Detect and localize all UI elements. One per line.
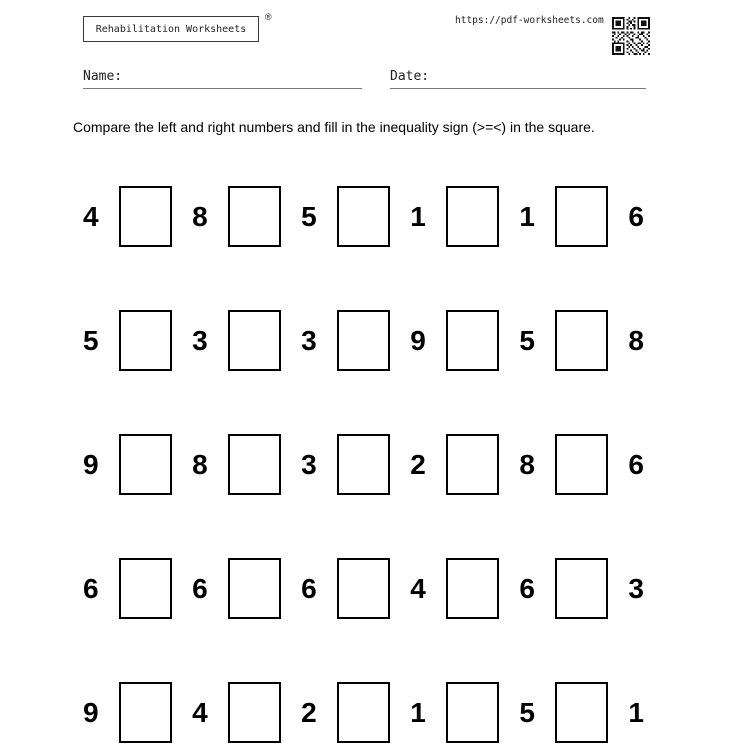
worksheet-row <box>83 310 644 371</box>
compare-number: 3 <box>628 572 644 604</box>
compare-number: 2 <box>301 696 317 728</box>
answer-box[interactable] <box>555 434 608 495</box>
worksheet-row <box>83 558 644 619</box>
compare-number: 3 <box>192 324 208 356</box>
worksheet-row <box>83 434 644 495</box>
compare-number: 9 <box>83 696 99 728</box>
compare-number: 6 <box>192 572 208 604</box>
compare-number: 4 <box>83 200 99 232</box>
compare-number: 4 <box>192 696 208 728</box>
compare-number: 5 <box>83 324 99 356</box>
answer-box[interactable] <box>119 434 172 495</box>
answer-box[interactable] <box>446 558 499 619</box>
answer-box[interactable] <box>119 558 172 619</box>
answer-box[interactable] <box>337 682 390 743</box>
answer-box[interactable] <box>555 310 608 371</box>
compare-number: 8 <box>519 448 535 480</box>
answer-box[interactable] <box>446 310 499 371</box>
compare-number: 8 <box>192 200 208 232</box>
answer-box[interactable] <box>119 310 172 371</box>
brand-title: Rehabilitation Worksheets <box>95 23 247 35</box>
answer-box[interactable] <box>228 310 281 371</box>
compare-number: 5 <box>519 696 535 728</box>
compare-number: 4 <box>410 572 426 604</box>
answer-box[interactable] <box>119 186 172 247</box>
answer-box[interactable] <box>228 558 281 619</box>
name-label: Name: <box>83 69 123 84</box>
date-label: Date: <box>390 69 430 84</box>
answer-box[interactable] <box>555 558 608 619</box>
compare-number: 1 <box>410 696 426 728</box>
site-url: https://pdf-worksheets.com <box>455 15 604 26</box>
answer-box[interactable] <box>446 186 499 247</box>
name-field[interactable] <box>83 66 362 89</box>
compare-number: 6 <box>301 572 317 604</box>
answer-box[interactable] <box>555 186 608 247</box>
answer-box[interactable] <box>119 682 172 743</box>
compare-number: 2 <box>410 448 426 480</box>
compare-number: 8 <box>628 324 644 356</box>
compare-number: 6 <box>83 572 99 604</box>
qr-code-icon <box>612 17 650 55</box>
answer-box[interactable] <box>337 186 390 247</box>
answer-box[interactable] <box>446 434 499 495</box>
answer-box[interactable] <box>555 682 608 743</box>
answer-box[interactable] <box>228 682 281 743</box>
compare-number: 3 <box>301 324 317 356</box>
worksheet-row <box>83 682 644 743</box>
worksheet-row <box>83 186 644 247</box>
answer-box[interactable] <box>337 434 390 495</box>
compare-number: 5 <box>519 324 535 356</box>
instruction-text: Compare the left and right numbers and fill in the inequality sign (>=<) in the square. <box>73 119 595 135</box>
compare-number: 6 <box>628 448 644 480</box>
brand-box <box>83 16 259 42</box>
compare-number: 1 <box>410 200 426 232</box>
compare-number: 6 <box>628 200 644 232</box>
compare-number: 3 <box>301 448 317 480</box>
compare-number: 9 <box>83 448 99 480</box>
answer-box[interactable] <box>228 186 281 247</box>
compare-number: 1 <box>519 200 535 232</box>
answer-box[interactable] <box>337 558 390 619</box>
answer-box[interactable] <box>337 310 390 371</box>
compare-number: 1 <box>628 696 644 728</box>
registered-trademark-icon: ® <box>265 12 272 22</box>
compare-number: 9 <box>410 324 426 356</box>
answer-box[interactable] <box>446 682 499 743</box>
date-field[interactable] <box>390 66 646 89</box>
answer-box[interactable] <box>228 434 281 495</box>
compare-number: 8 <box>192 448 208 480</box>
compare-number: 5 <box>301 200 317 232</box>
compare-number: 6 <box>519 572 535 604</box>
